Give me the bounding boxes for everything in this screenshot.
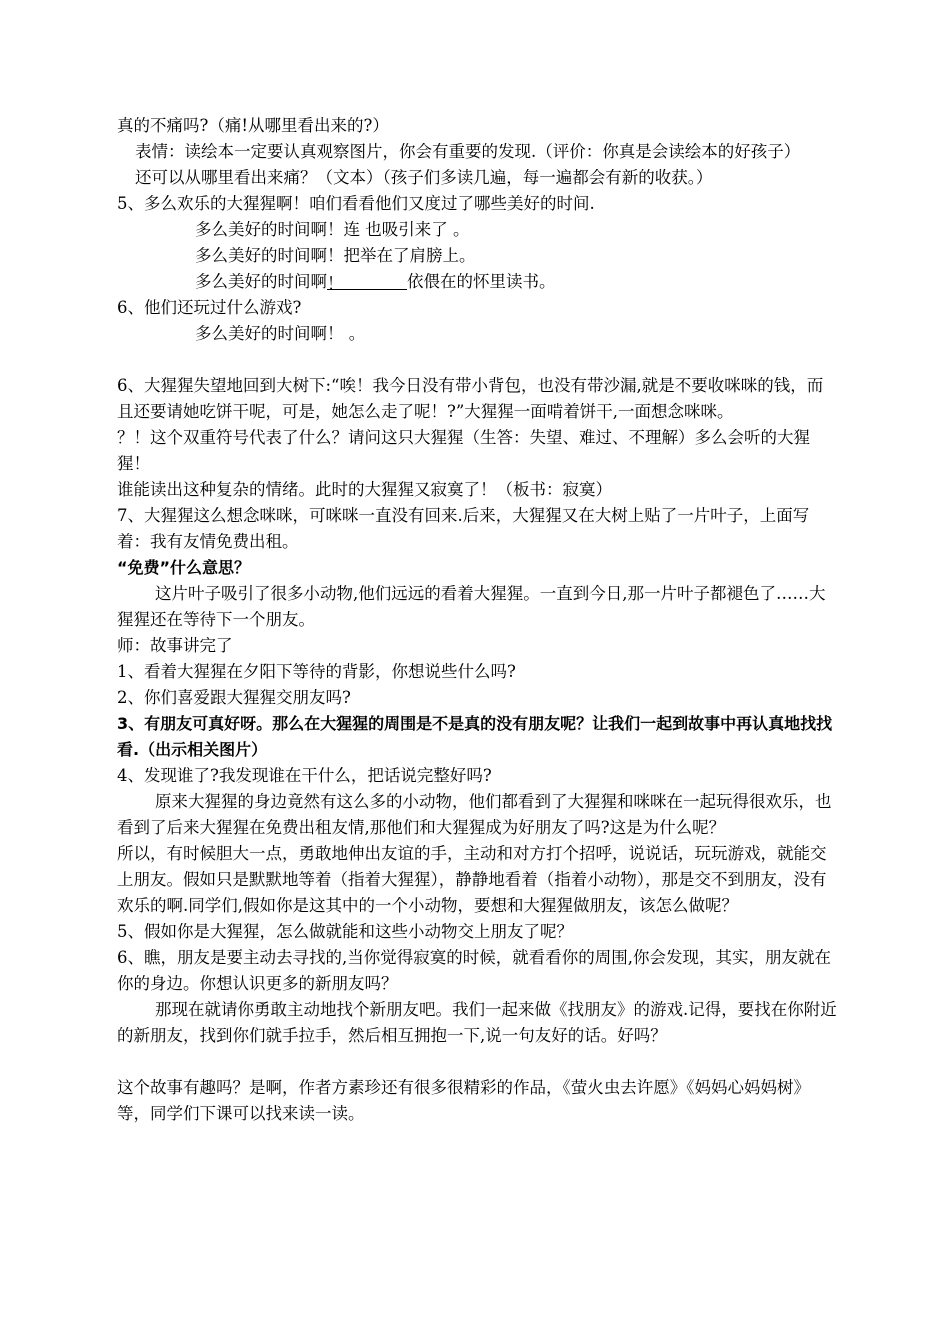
- para-4: 5、多么欢乐的大猩猩啊！咱们看看他们又度过了哪些美好的时间.: [117, 194, 595, 213]
- para-23: 5、假如你是大猩猩，怎么做就能和这些小动物交上朋友了呢？: [117, 922, 573, 941]
- para-20: 4、发现谁了?我发现谁在干什么，把话说完整好吗?: [117, 766, 492, 785]
- para-7: [117, 269, 837, 295]
- para-24: 6、瞧，朋友是要主动去寻找的,当你觉得寂寞的时候，就看看你的周围,你会发现，其实，朋友就在你的身边。你想认识更多的新朋友吗？: [117, 948, 831, 993]
- para-16: 师：故事讲完了: [117, 636, 233, 655]
- blank-line: [117, 347, 837, 373]
- para-26: 这个故事有趣吗？是啊，作者方素珍还有很多很精彩的作品，《萤火虫去许愿》《妈妈心妈妈树》等，同学们下课可以找来读一读。: [117, 1078, 810, 1123]
- para-17: 1、看着大猩猩在夕阳下等待的背影，你想说些什么吗?: [117, 662, 516, 681]
- para-3: 还可以从哪里看出来痛？（文本）（孩子们多读几遍，每一遍都会有新的收获。）: [135, 168, 713, 187]
- para-7-start: 多么美好的时间啊: [195, 272, 327, 291]
- para-14-bold: “免费”什么意思？: [117, 558, 251, 577]
- fill-blank-underline: ！: [327, 271, 407, 290]
- para-5: 多么美好的时间啊！连 也吸引来了 。: [195, 220, 470, 239]
- para-21: 原来大猩猩的身边竟然有这么多的小动物，他们都看到了大猩猩和咪咪在一起玩得很欢乐，也看到了后来大猩猩在免费出租友情,那他们和大猩猩成为好朋友了吗?这是为什么呢？: [117, 792, 832, 837]
- para-22: 所以，有时候胆大一点，勇敢地伸出友谊的手，主动和对方打个招呼，说说话，玩玩游戏，就能交上朋友。假如只是默默地等着（指着大猩猩），静静地看着（指着小动物），那是交不到朋友，没有欢乐的啊.同学们,假如你是这其中的一个小动物，要想和大猩猩做朋友，该怎么做呢？: [117, 844, 827, 915]
- para-19-bold: 3、有朋友可真好呀。那么在大猩猩的周围是不是真的没有朋友呢？让我们一起到故事中再认真地找找看.（出示相关图片）: [117, 714, 833, 759]
- para-12: 谁能读出这种复杂的情绪。此时的大猩猩又寂寞了！（板书：寂寞）: [117, 480, 612, 499]
- para-13: 7、大猩猩这么想念咪咪，可咪咪一直没有回来.后来，大猩猩又在大树上贴了一片叶子，上面写着：我有友情免费出租。: [117, 506, 810, 551]
- para-8: 6、他们还玩过什么游戏?: [117, 298, 302, 317]
- para-9: 多么美好的时间啊！ 。: [195, 324, 366, 343]
- document-page: [117, 113, 837, 1127]
- para-6: 多么美好的时间啊！把举在了肩膀上。: [195, 246, 476, 265]
- para-18: 2、你们喜爱跟大猩猩交朋友吗?: [117, 688, 351, 707]
- para-10: 6、大猩猩失望地回到大树下:“唉！我今日没有带小背包，也没有带沙漏,就是不要收咪咪的钱，而且还要请她吃饼干呢，可是，她怎么走了呢！?”大猩猩一面啃着饼干,一面想念咪咪。: [117, 376, 824, 421]
- para-7-end: 依偎在的怀里读书。: [407, 272, 556, 291]
- para-2: 表情：读绘本一定要认真观察图片，你会有重要的发现.（评价：你真是会读绘本的好孩子）: [135, 142, 801, 161]
- para-1: 真的不痛吗?（痛!从哪里看出来的?）: [117, 116, 389, 135]
- para-15: 这片叶子吸引了很多小动物,他们远远的看着大猩猩。一直到今日,那一片叶子都褪色了……大猩猩还在等待下一个朋友。: [117, 584, 826, 629]
- para-11: ？！这个双重符号代表了什么？请问这只大猩猩（生答：失望、难过、不理解）多么会听的大猩猩！: [117, 428, 810, 473]
- para-25: 那现在就请你勇敢主动地找个新朋友吧。我们一起来做《找朋友》的游戏.记得，要找在你附近的新朋友，找到你们就手拉手，然后相互拥抱一下,说一句友好的话。好吗？: [117, 1000, 837, 1045]
- blank-line: [117, 1049, 837, 1075]
